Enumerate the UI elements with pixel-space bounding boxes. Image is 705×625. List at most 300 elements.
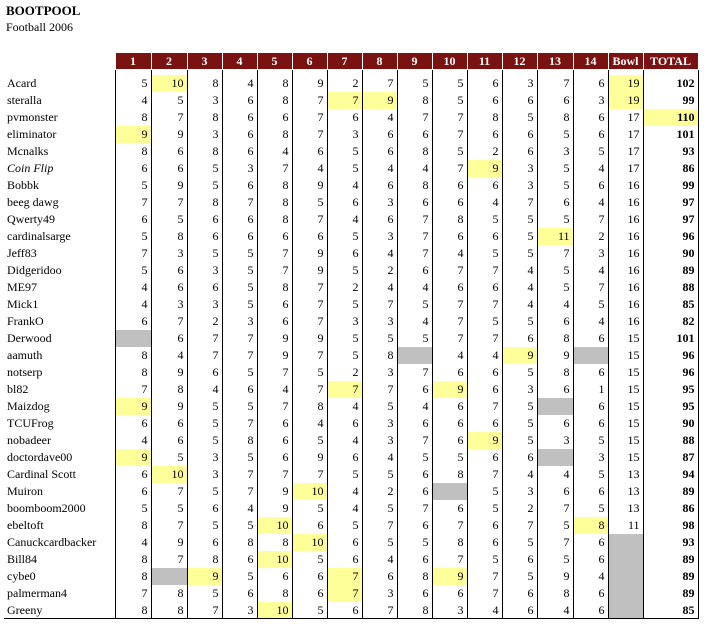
score-cell: 7: [151, 109, 187, 126]
score-cell: 6: [115, 415, 151, 432]
score-cell: 5: [573, 143, 608, 160]
score-cell: 16: [608, 313, 643, 330]
score-cell: 7: [537, 75, 573, 92]
score-cell: 6: [187, 500, 222, 517]
table-row: [4, 262, 698, 279]
score-cell: 6: [432, 194, 467, 211]
score-cell: 2: [362, 262, 397, 279]
score-cell: 9: [432, 381, 467, 398]
column-header: 10: [432, 53, 467, 70]
score-cell: 7: [432, 551, 467, 568]
score-cell: 5: [537, 160, 573, 177]
score-cell: [397, 347, 432, 364]
score-cell: 8: [115, 143, 151, 160]
score-cell: 5: [222, 568, 257, 585]
score-cell: 9: [151, 126, 187, 143]
score-cell: 4: [222, 75, 257, 92]
total-cell: 99: [643, 92, 698, 109]
player-name: Canuckcardbacker: [4, 534, 115, 551]
score-cell: 6: [397, 517, 432, 534]
score-cell: [151, 568, 187, 585]
total-cell: 87: [643, 449, 698, 466]
score-cell: 4: [467, 194, 502, 211]
score-cell: 6: [222, 381, 257, 398]
table-row: [4, 551, 698, 568]
score-cell: 6: [362, 177, 397, 194]
score-cell: 6: [467, 177, 502, 194]
score-cell: 5: [327, 466, 362, 483]
table-row: [4, 364, 698, 381]
score-cell: 8: [222, 432, 257, 449]
score-cell: 5: [502, 313, 537, 330]
player-name: Mcnalks: [4, 143, 115, 160]
score-cell: 8: [115, 347, 151, 364]
score-cell: 5: [502, 245, 537, 262]
total-cell: 82: [643, 313, 698, 330]
score-cell: 4: [362, 160, 397, 177]
total-cell: 86: [643, 500, 698, 517]
score-cell: 7: [397, 211, 432, 228]
score-cell: 6: [292, 585, 327, 602]
score-cell: 6: [467, 415, 502, 432]
score-cell: 6: [222, 551, 257, 568]
score-cell: 19: [608, 92, 643, 109]
score-cell: 7: [432, 109, 467, 126]
score-cell: 3: [537, 432, 573, 449]
score-cell: 3: [187, 466, 222, 483]
score-cell: 6: [537, 381, 573, 398]
score-cell: 5: [573, 500, 608, 517]
score-cell: 13: [608, 466, 643, 483]
score-cell: 11: [537, 228, 573, 245]
player-name: ebeltoft: [4, 517, 115, 534]
column-header: 2: [151, 53, 187, 70]
score-cell: 6: [397, 194, 432, 211]
score-cell: 5: [187, 398, 222, 415]
score-cell: 7: [187, 347, 222, 364]
score-cell: 7: [292, 126, 327, 143]
column-header: TOTAL: [643, 53, 698, 70]
score-cell: 2: [327, 279, 362, 296]
score-cell: 5: [432, 75, 467, 92]
player-name: Bobbk: [4, 177, 115, 194]
score-cell: 5: [222, 279, 257, 296]
score-cell: 6: [502, 585, 537, 602]
score-cell: 7: [362, 517, 397, 534]
score-cell: 4: [115, 279, 151, 296]
score-cell: 6: [573, 585, 608, 602]
score-cell: 5: [467, 211, 502, 228]
score-cell: 4: [257, 381, 292, 398]
score-cell: 5: [467, 313, 502, 330]
score-cell: [608, 534, 643, 551]
score-cell: 5: [187, 245, 222, 262]
table-row: [4, 92, 698, 109]
score-cell: 8: [537, 585, 573, 602]
score-cell: 7: [432, 330, 467, 347]
score-cell: 6: [573, 177, 608, 194]
score-cell: 7: [432, 160, 467, 177]
score-cell: 5: [151, 500, 187, 517]
score-cell: 7: [397, 500, 432, 517]
score-cell: 5: [573, 466, 608, 483]
score-cell: 6: [573, 415, 608, 432]
score-cell: 4: [327, 500, 362, 517]
score-cell: 9: [292, 177, 327, 194]
score-cell: 7: [467, 262, 502, 279]
score-cell: 7: [397, 109, 432, 126]
score-cell: 8: [537, 109, 573, 126]
score-cell: 6: [432, 177, 467, 194]
player-name: Cardinal Scott: [4, 466, 115, 483]
score-cell: 4: [502, 296, 537, 313]
score-cell: 15: [608, 398, 643, 415]
score-cell: 5: [292, 364, 327, 381]
score-cell: 3: [222, 313, 257, 330]
table-row: [4, 398, 698, 415]
score-cell: 5: [397, 449, 432, 466]
score-cell: [432, 483, 467, 500]
score-cell: 5: [432, 92, 467, 109]
score-cell: 5: [151, 92, 187, 109]
table-row: [4, 313, 698, 330]
table-row: [4, 75, 698, 92]
total-cell: 99: [643, 177, 698, 194]
score-cell: 6: [257, 415, 292, 432]
score-cell: 16: [608, 296, 643, 313]
score-cell: 6: [257, 568, 292, 585]
score-cell: 9: [257, 330, 292, 347]
score-cell: 5: [292, 551, 327, 568]
player-name: eliminator: [4, 126, 115, 143]
score-cell: 7: [362, 75, 397, 92]
score-cell: 6: [573, 602, 608, 619]
score-cell: 3: [537, 143, 573, 160]
total-cell: 96: [643, 347, 698, 364]
table-row: [4, 330, 698, 347]
score-cell: 9: [151, 398, 187, 415]
player-name: doctordave00: [4, 449, 115, 466]
score-cell: 5: [537, 126, 573, 143]
score-cell: 7: [327, 381, 362, 398]
score-cell: 6: [502, 92, 537, 109]
score-cell: 5: [115, 500, 151, 517]
score-cell: 4: [222, 500, 257, 517]
score-cell: 6: [327, 602, 362, 619]
score-cell: 8: [187, 75, 222, 92]
score-cell: 6: [327, 415, 362, 432]
score-cell: 9: [187, 568, 222, 585]
total-cell: 93: [643, 143, 698, 160]
score-cell: 4: [327, 432, 362, 449]
score-cell: 6: [502, 602, 537, 619]
total-cell: 93: [643, 534, 698, 551]
score-cell: 7: [292, 381, 327, 398]
score-cell: 17: [608, 160, 643, 177]
score-cell: 4: [115, 296, 151, 313]
player-name: steralla: [4, 92, 115, 109]
column-header: 5: [257, 53, 292, 70]
score-cell: 5: [187, 432, 222, 449]
score-cell: 13: [608, 500, 643, 517]
score-cell: 6: [432, 415, 467, 432]
score-cell: 7: [432, 262, 467, 279]
score-cell: 6: [222, 92, 257, 109]
score-cell: 9: [292, 330, 327, 347]
score-cell: 17: [608, 109, 643, 126]
total-cell: 89: [643, 262, 698, 279]
score-cell: 7: [573, 211, 608, 228]
player-name: nobadeer: [4, 432, 115, 449]
score-cell: 4: [362, 245, 397, 262]
table-row: [4, 228, 698, 245]
player-name: FrankO: [4, 313, 115, 330]
score-cell: 9: [467, 432, 502, 449]
score-cell: 7: [537, 245, 573, 262]
player-name: cybe0: [4, 568, 115, 585]
total-cell: 102: [643, 75, 698, 92]
header-row: [4, 53, 698, 70]
score-cell: 7: [467, 585, 502, 602]
score-cell: 5: [222, 364, 257, 381]
total-cell: 101: [643, 126, 698, 143]
score-cell: 6: [573, 109, 608, 126]
score-cell: 3: [502, 75, 537, 92]
player-name: Mick1: [4, 296, 115, 313]
total-cell: 96: [643, 228, 698, 245]
score-cell: 5: [362, 398, 397, 415]
score-cell: 6: [432, 585, 467, 602]
score-cell: 6: [467, 279, 502, 296]
page-subtitle: Football 2006: [6, 20, 74, 34]
column-header: 12: [502, 53, 537, 70]
score-cell: 4: [257, 143, 292, 160]
score-cell: 8: [187, 551, 222, 568]
score-cell: 9: [257, 483, 292, 500]
score-cell: 9: [502, 347, 537, 364]
score-cell: 8: [222, 534, 257, 551]
score-cell: 3: [362, 585, 397, 602]
score-cell: 5: [222, 449, 257, 466]
score-cell: 5: [397, 330, 432, 347]
score-cell: 5: [222, 517, 257, 534]
score-cell: 4: [327, 483, 362, 500]
score-cell: 4: [292, 415, 327, 432]
score-cell: 4: [115, 92, 151, 109]
score-cell: 6: [573, 364, 608, 381]
score-cell: 7: [397, 432, 432, 449]
score-cell: 8: [257, 92, 292, 109]
score-cell: 3: [187, 296, 222, 313]
score-cell: 4: [327, 398, 362, 415]
player-name: bl82: [4, 381, 115, 398]
score-cell: 7: [292, 296, 327, 313]
score-cell: 6: [467, 381, 502, 398]
total-cell: 86: [643, 160, 698, 177]
score-cell: 7: [573, 279, 608, 296]
score-cell: 9: [537, 568, 573, 585]
score-cell: 6: [467, 534, 502, 551]
score-cell: 6: [362, 143, 397, 160]
score-cell: 5: [115, 262, 151, 279]
player-name: Qwerty49: [4, 211, 115, 228]
score-cell: 8: [292, 398, 327, 415]
score-cell: 3: [362, 415, 397, 432]
score-cell: 6: [432, 228, 467, 245]
score-cell: 6: [327, 534, 362, 551]
score-cell: 9: [151, 364, 187, 381]
score-cell: 5: [502, 211, 537, 228]
table-row: [4, 194, 698, 211]
score-cell: 7: [187, 330, 222, 347]
score-cell: 7: [432, 126, 467, 143]
score-cell: 4: [397, 160, 432, 177]
score-cell: 8: [187, 109, 222, 126]
score-cell: 6: [502, 330, 537, 347]
score-cell: 6: [327, 551, 362, 568]
score-cell: 9: [115, 126, 151, 143]
score-cell: 5: [115, 228, 151, 245]
table-row: [4, 381, 698, 398]
score-cell: 5: [115, 177, 151, 194]
score-cell: 5: [327, 143, 362, 160]
score-cell: 4: [292, 160, 327, 177]
score-cell: 6: [573, 551, 608, 568]
score-cell: 5: [502, 534, 537, 551]
score-cell: 16: [608, 194, 643, 211]
score-cell: 7: [151, 517, 187, 534]
score-cell: 6: [187, 279, 222, 296]
score-cell: 6: [327, 449, 362, 466]
score-cell: 9: [292, 262, 327, 279]
score-cell: 6: [257, 296, 292, 313]
score-cell: 8: [115, 517, 151, 534]
score-cell: 6: [222, 228, 257, 245]
score-cell: 10: [257, 551, 292, 568]
score-cell: 6: [187, 364, 222, 381]
table-row: [4, 211, 698, 228]
table-row: [4, 483, 698, 500]
score-cell: 4: [502, 279, 537, 296]
table-row: [4, 296, 698, 313]
score-cell: 8: [397, 177, 432, 194]
score-cell: 5: [397, 534, 432, 551]
score-cell: 6: [397, 381, 432, 398]
score-cell: 6: [115, 483, 151, 500]
score-cell: 4: [573, 160, 608, 177]
score-cell: 10: [257, 602, 292, 619]
score-cell: 7: [151, 194, 187, 211]
score-cell: 6: [397, 466, 432, 483]
score-cell: 5: [222, 296, 257, 313]
score-cell: 15: [608, 347, 643, 364]
score-cell: 3: [187, 126, 222, 143]
score-cell: 5: [537, 177, 573, 194]
score-cell: 3: [362, 228, 397, 245]
score-cell: 4: [573, 262, 608, 279]
score-cell: 5: [327, 262, 362, 279]
total-cell: 95: [643, 398, 698, 415]
score-cell: 3: [573, 92, 608, 109]
score-cell: 17: [608, 126, 643, 143]
score-cell: 4: [397, 313, 432, 330]
column-header: 1: [115, 53, 151, 70]
column-header: 4: [222, 53, 257, 70]
total-cell: 97: [643, 194, 698, 211]
score-cell: 8: [397, 92, 432, 109]
player-name: ME97: [4, 279, 115, 296]
score-cell: 4: [573, 313, 608, 330]
score-cell: 9: [115, 449, 151, 466]
score-cell: 7: [257, 245, 292, 262]
score-cell: 7: [222, 194, 257, 211]
player-name: Maizdog: [4, 398, 115, 415]
score-cell: 7: [222, 483, 257, 500]
score-cell: 8: [151, 381, 187, 398]
score-cell: 2: [362, 483, 397, 500]
score-cell: 8: [257, 177, 292, 194]
score-cell: 5: [432, 143, 467, 160]
table-row: [4, 602, 698, 619]
score-cell: 5: [502, 415, 537, 432]
score-cell: 6: [467, 449, 502, 466]
score-cell: 6: [432, 500, 467, 517]
score-cell: 8: [467, 109, 502, 126]
score-cell: 7: [397, 228, 432, 245]
score-cell: 7: [537, 534, 573, 551]
score-cell: 8: [115, 551, 151, 568]
score-cell: 2: [187, 313, 222, 330]
score-cell: 3: [502, 483, 537, 500]
score-cell: 8: [151, 602, 187, 619]
total-cell: 96: [643, 364, 698, 381]
player-name: Jeff83: [4, 245, 115, 262]
score-cell: 8: [151, 585, 187, 602]
total-cell: 89: [643, 585, 698, 602]
score-cell: 6: [467, 75, 502, 92]
score-cell: 6: [187, 211, 222, 228]
score-cell: 6: [151, 262, 187, 279]
score-cell: 9: [257, 347, 292, 364]
score-cell: 7: [187, 602, 222, 619]
score-cell: 6: [327, 109, 362, 126]
total-cell: 89: [643, 568, 698, 585]
score-cell: 8: [257, 194, 292, 211]
score-cell: 15: [608, 330, 643, 347]
total-cell: 110: [643, 109, 698, 126]
score-cell: 8: [187, 143, 222, 160]
score-cell: 5: [537, 262, 573, 279]
total-cell: 101: [643, 330, 698, 347]
score-cell: [537, 398, 573, 415]
score-cell: 5: [187, 585, 222, 602]
player-name: Derwood: [4, 330, 115, 347]
score-cell: 7: [257, 364, 292, 381]
score-cell: 7: [292, 109, 327, 126]
score-cell: 6: [502, 449, 537, 466]
player-name: beeg dawg: [4, 194, 115, 211]
score-cell: 5: [292, 432, 327, 449]
player-name: Didgeridoo: [4, 262, 115, 279]
score-cell: 10: [151, 75, 187, 92]
score-cell: 6: [115, 313, 151, 330]
score-cell: 8: [537, 330, 573, 347]
score-cell: 6: [362, 211, 397, 228]
score-cell: 6: [187, 228, 222, 245]
score-cell: 5: [467, 551, 502, 568]
score-cell: 2: [467, 143, 502, 160]
score-cell: 5: [327, 296, 362, 313]
